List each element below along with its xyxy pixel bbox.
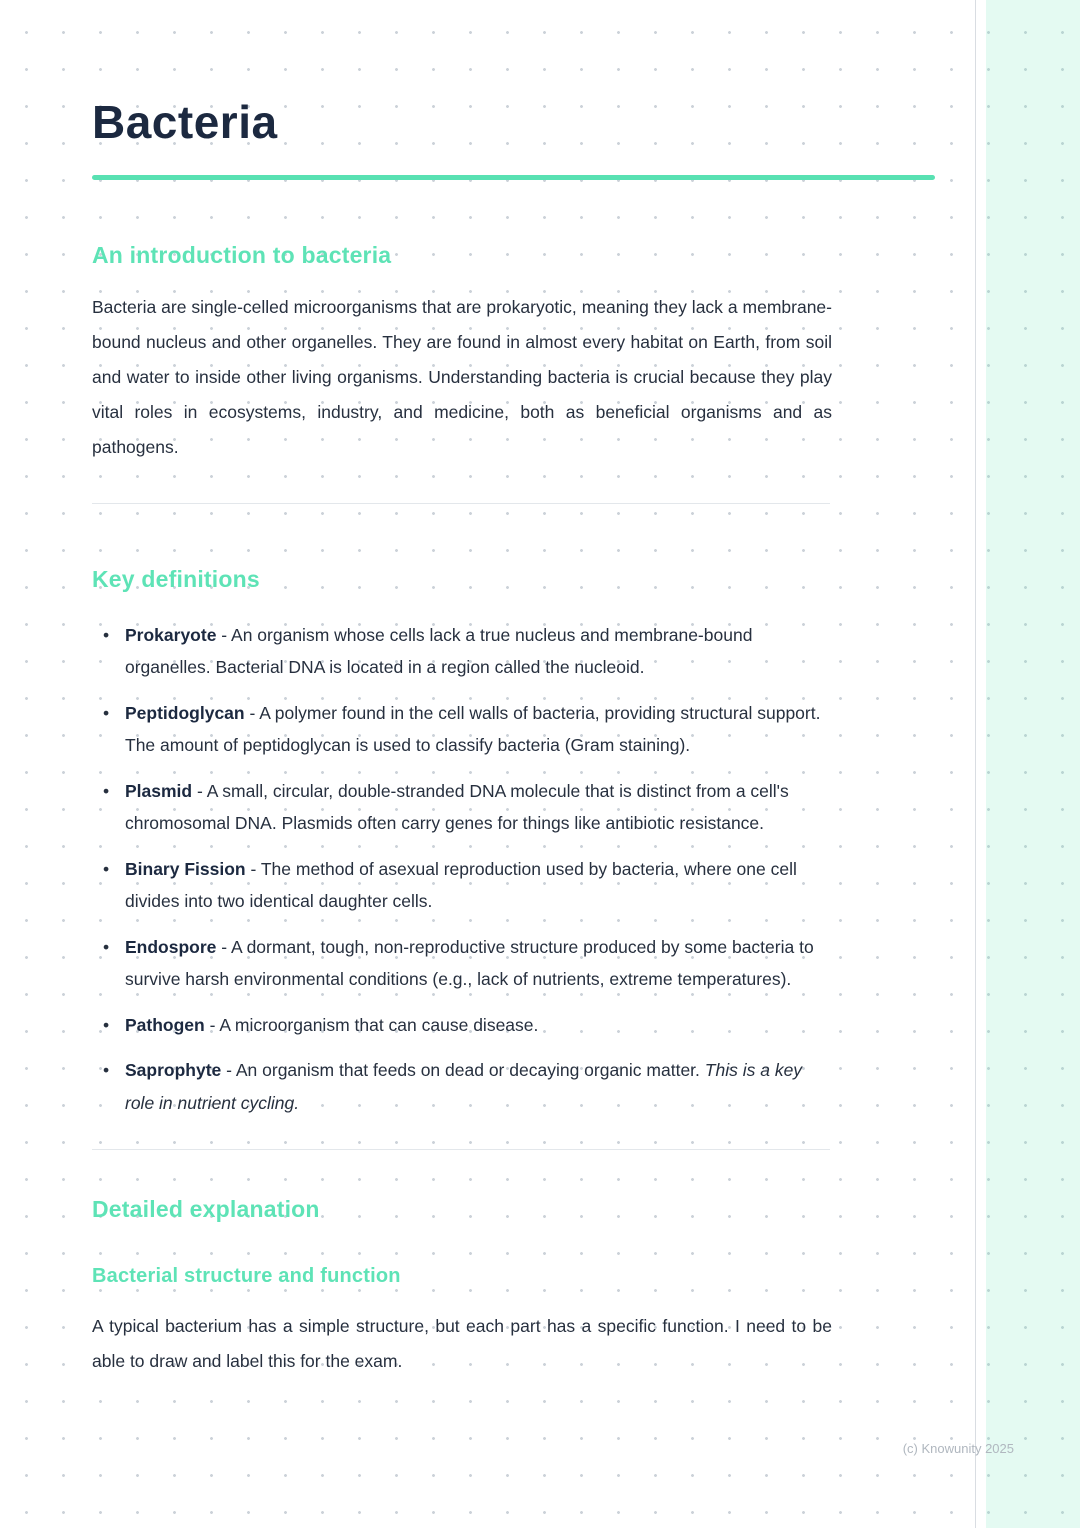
page-title: Bacteria <box>92 96 278 148</box>
definition-separator: - <box>221 1060 236 1081</box>
definition-text: An organism whose cells lack a true nucleus and membrane-bound organelles. Bacterial DNA is located in a region called the nucleoid. <box>125 624 753 678</box>
section-divider <box>92 503 830 504</box>
section-heading-key-definitions: Key definitions <box>92 565 260 592</box>
section-heading-introduction: An introduction to bacteria <box>92 241 392 268</box>
definition-term: Binary Fission <box>125 858 246 879</box>
bullet-icon: • <box>103 780 110 801</box>
definition-text: A small, circular, double-stranded DNA molecule that is distinct from a cell's chromosomal DNA. Plasmids often carry genes for things like antibiotic resistance. <box>125 780 789 834</box>
definition-text: The method of asexual reproduction used by bacteria, where one cell divides into two identical daughter cells. <box>125 858 797 912</box>
definition-text: An organism that feeds on dead or decaying organic matter. <box>235 1060 700 1081</box>
definition-text: A polymer found in the cell walls of bacteria, providing structural support. The amount of peptidoglycan is used to classify bacteria (Gram staining). <box>125 702 821 756</box>
definition-term: Pathogen <box>125 1014 205 1035</box>
introduction-paragraph: Bacteria are single-celled microorganisms that are prokaryotic, meaning they lack a membrane-bound nucleus and other organelles. They are found in almost every habitat on Earth, from soil and water to inside other living organisms. Understanding bacteria is crucial because they play vital roles in ecosystems, industry, and medicine, both as beneficial organisms and as pathogens. <box>92 296 832 457</box>
copyright-footer: (c) Knowunity 2025 <box>902 1441 1014 1456</box>
definition-separator: - <box>204 1014 220 1035</box>
definition-separator: - <box>245 858 261 879</box>
definition-italic-note: This is a key role in nutrient cycling. <box>125 1060 803 1113</box>
list-item <box>92 697 832 762</box>
definition-term: Saprophyte <box>125 1060 222 1081</box>
sidebar-divider-line <box>975 0 976 1528</box>
list-item <box>92 619 832 684</box>
section-heading-detailed-explanation: Detailed explanation <box>92 1196 320 1223</box>
subheading-bacterial-structure: Bacterial structure and function <box>92 1265 401 1288</box>
definition-text: A dormant, tough, non-reproductive structure produced by some bacteria to survive harsh environmental conditions (e.g., lack of nutrients, extreme temperatures). <box>125 936 814 990</box>
bullet-icon: • <box>103 702 110 723</box>
list-item <box>92 1054 832 1119</box>
definitions-list <box>92 619 832 1120</box>
sidebar-accent-strip <box>986 0 1080 1528</box>
definition-term: Plasmid <box>125 780 193 801</box>
definition-separator: - <box>244 702 260 723</box>
definition-separator: - <box>192 780 207 801</box>
bullet-icon: • <box>103 1014 110 1035</box>
detailed-paragraph: A typical bacterium has a simple structure, but each part has a specific function. I need to be able to draw and label this for the exam. <box>92 1316 832 1372</box>
definition-text: A microorganism that can cause disease. <box>219 1014 539 1035</box>
bullet-icon: • <box>103 936 110 957</box>
list-item <box>92 931 832 996</box>
title-underline-rule <box>92 175 935 180</box>
list-item <box>92 775 832 840</box>
list-item <box>92 1009 832 1042</box>
definition-term: Prokaryote <box>125 624 217 645</box>
definition-term: Peptidoglycan <box>125 702 245 723</box>
bullet-icon: • <box>103 858 110 879</box>
document-body <box>92 96 832 1379</box>
definition-separator: - <box>216 624 232 645</box>
bullet-icon: • <box>103 1060 110 1081</box>
section-divider <box>92 1149 830 1150</box>
bullet-icon: • <box>103 624 110 645</box>
definition-separator: - <box>216 936 231 957</box>
list-item <box>92 853 832 918</box>
definition-term: Endospore <box>125 936 217 957</box>
